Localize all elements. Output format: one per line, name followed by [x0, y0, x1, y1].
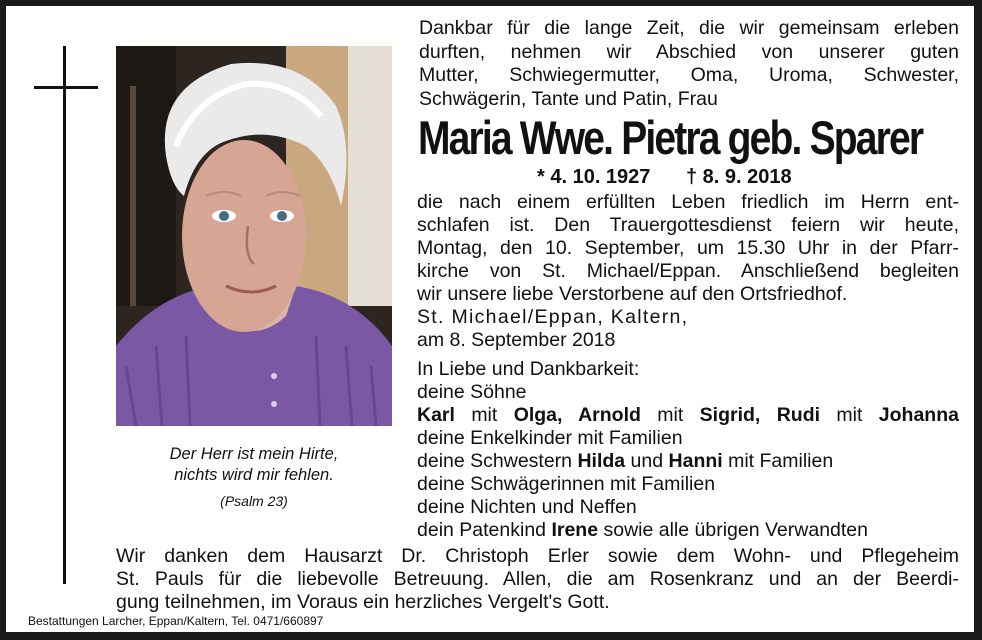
grandchildren-line: deine Enkelkinder mit Familien	[417, 427, 683, 449]
thanks-line: St. Pauls für die liebevolle Betreuung. Allen, die am Rosenkranz und an der Beerdi-	[116, 568, 959, 590]
funeral-home-footer: Bestattungen Larcher, Eppan/Kaltern, Tel. 0471/660897	[28, 614, 324, 628]
announcement-line: kirche von St. Michael/Eppan. Anschließend begleiten	[417, 260, 959, 282]
place-line: St. Michael/Eppan, Kaltern,	[417, 306, 689, 328]
sisters-line	[417, 450, 959, 473]
sons-label: deine Söhne	[417, 381, 527, 403]
intro-text	[419, 17, 959, 111]
thanks-line: Wir danken dem Hausarzt Dr. Christoph Erler sowie dem Wohn- und Pflegeheim	[116, 545, 959, 567]
quote-line: nichts wird mir fehlen.	[174, 466, 334, 484]
sister-name: Hanni	[668, 450, 723, 472]
sisters-label: deine Schwestern	[417, 450, 573, 472]
son-name: Karl	[417, 404, 455, 426]
portrait-photo	[116, 46, 392, 426]
quote-reference: (Psalm 23)	[220, 493, 288, 509]
announcement-line: Montag, den 10. September, um 15.30 Uhr in der Pfarr-	[417, 237, 959, 259]
death-date: † 8. 9. 2018	[686, 166, 792, 188]
deceased-name: Maria Wwe. Pietra geb. Sparer	[418, 111, 923, 164]
psalm-quote	[116, 444, 392, 512]
sons-line	[417, 404, 959, 427]
thanks-line: gung teilnehmen, im Voraus ein herzliches Vergelt's Gott.	[116, 591, 610, 613]
family-names: Sigrid, Rudi	[699, 404, 821, 426]
family-names: Olga, Arnold	[513, 404, 641, 426]
family-names: Johanna	[878, 404, 959, 426]
mourners-heading: In Liebe und Dankbarkeit:	[417, 358, 640, 380]
announcement-line: schlafen ist. Den Trauergottesdienst feiern wir heute,	[417, 214, 959, 236]
godchild-name: Irene	[551, 519, 599, 541]
connector-word: mit	[657, 404, 684, 426]
nieces-line: deine Nichten und Neffen	[417, 496, 637, 518]
cross-icon-bar	[34, 86, 98, 89]
sisters-in-law-line: deine Schwägerinnen mit Familien	[417, 473, 716, 495]
cross-icon	[63, 46, 66, 584]
connector-word: und	[630, 450, 664, 472]
connector-word: mit	[836, 404, 863, 426]
thanks-text	[116, 545, 959, 614]
godchild-line	[417, 519, 959, 542]
life-dates	[537, 166, 792, 189]
announcement-line: die nach einem erfüllten Leben friedlich im Herrn ent-	[417, 191, 959, 213]
announcement-line: wir unsere liebe Verstorbene auf den Ortsfriedhof.	[417, 283, 848, 305]
relatives-text: sowie alle übrigen Verwandten	[603, 519, 868, 541]
connector-word: mit	[471, 404, 498, 426]
intro-line: Dankbar für die lange Zeit, die wir gemeinsam erleben	[419, 17, 959, 39]
intro-line: Mutter, Schwiegermutter, Oma, Uroma, Schwester,	[419, 64, 959, 86]
announcement	[417, 191, 959, 542]
godchild-label: dein Patenkind	[417, 519, 547, 541]
sisters-suffix: mit Familien	[728, 450, 834, 472]
intro-line: durften, nehmen wir Abschied von unserer guten	[419, 40, 959, 63]
date-line: am 8. September 2018	[417, 329, 616, 351]
obituary-card	[6, 6, 974, 632]
sister-name: Hilda	[577, 450, 626, 472]
birth-date: * 4. 10. 1927	[537, 166, 651, 188]
quote-line: Der Herr ist mein Hirte,	[169, 445, 339, 463]
intro-line: Schwägerin, Tante und Patin, Frau	[419, 87, 718, 110]
